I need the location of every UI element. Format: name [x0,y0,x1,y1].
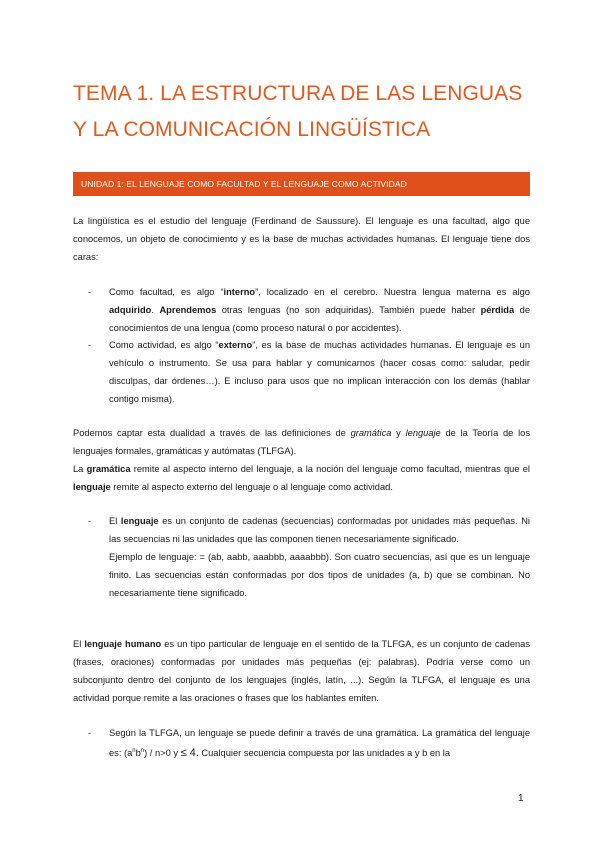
bullet-dash-icon: - [88,728,92,738]
list-item-text: El lenguaje es un conjunto de cadenas (secuencias) conformadas por unidades más pequeñas. Ni las secuencias ni las unidades que las componen tienen necesariamente significado. Ejemplo de lenguaje: = (ab, aabb, aaabbb, aaaabbb). Son cuatro secuencias, así que es un lenguaje finito. Las secuencias están conformadas por dos tipos de unidades (a, b) que se combinan. No necesariamente tiene significado. [109,512,530,602]
intro-paragraph [73,212,530,266]
unit-banner: UNIDAD 1: EL LENGUAJE COMO FACULTAD Y EL LENGUAJE COMO ACTIVIDAD [73,172,530,196]
human-language-paragraph: El lenguaje humano es un tipo particular de lenguaje en el sentido de la TLFGA, es un conjunto de cadenas (frases, oraciones) conformadas por unidades más pequeñas (ej: palabras). Podría verse como un subconjunto dentro del conjunto de los lenguajes (inglés, latín, ...). Según la TLFGA, el lenguaje es una actividad porque remite a las oraciones o frases que los hablantes emiten. [73,639,530,703]
duality-paragraph: Podemos captar esta dualidad a través de las definiciones de gramática y lenguaje de la Teoría de los lenguajes formales, gramáticas y autómatas (TLFGA). [73,428,530,456]
intro-text: La lingüística es el estudio del lenguaje (Ferdinand de Saussure). El lenguaje es una facultad, algo que conocemos, un objeto de conocimiento y es la base de muchas actividades humanas. El lenguaje tiene dos caras: [73,216,530,262]
page-number: 1 [518,793,524,804]
language-example: Ejemplo de lenguaje: = (ab, aabb, aaabbb, aaaabbb). Son cuatro secuencias, así que es un lenguaje finito. Las secuencias están conformadas por dos tipos de unidades (a, b) que se combinan. No necesariamente tiene significado. [109,552,530,598]
list-item-text: Según la TLFGA, un lenguaje se puede definir a través de una gramática. La gramática del lenguaje es: $(a^nb^n) / n>0$ y ≤ 4. Cualquier secuencia compuesta por las unidades a y b en la [109,728,530,760]
bullet-dash-icon: - [88,287,92,297]
title-line-2: Y LA COMUNICACIÓN LINGÜÍSTICA [73,118,431,141]
document-title [73,76,553,148]
grammar-paragraph: La gramática remite al aspecto interno del lenguaje, a la noción del lenguaje como facultad, mientras que el lenguaje remite al aspecto externo del lenguaje o al lenguaje como actividad. [73,464,530,492]
list-item-text: Como actividad, es algo “externo”, es la base de muchas actividades humanas. El lenguaje es un vehículo o instrumento. Se usa para hablar y comunicarnos (hacer cosas como: saludar, pedir disculpas, dar órdenes…). E incluso para usos que no implican interacción con los demás (hablar contigo misma). [109,340,531,404]
bullet-dash-icon: - [88,516,92,526]
list-item-text: Como facultad, es algo “interno”, localizado en el cerebro. Nuestra lengua materna es algo adquirido. Aprendemos otras lenguas (no son adquiridas). También puede haber pérdida de conocimientos de una lengua (como proceso natural o por accidentes). [109,287,530,333]
title-line-1: TEMA 1. LA ESTRUCTURA DE LAS LENGUAS [73,82,523,105]
bullet-dash-icon: - [88,340,92,350]
